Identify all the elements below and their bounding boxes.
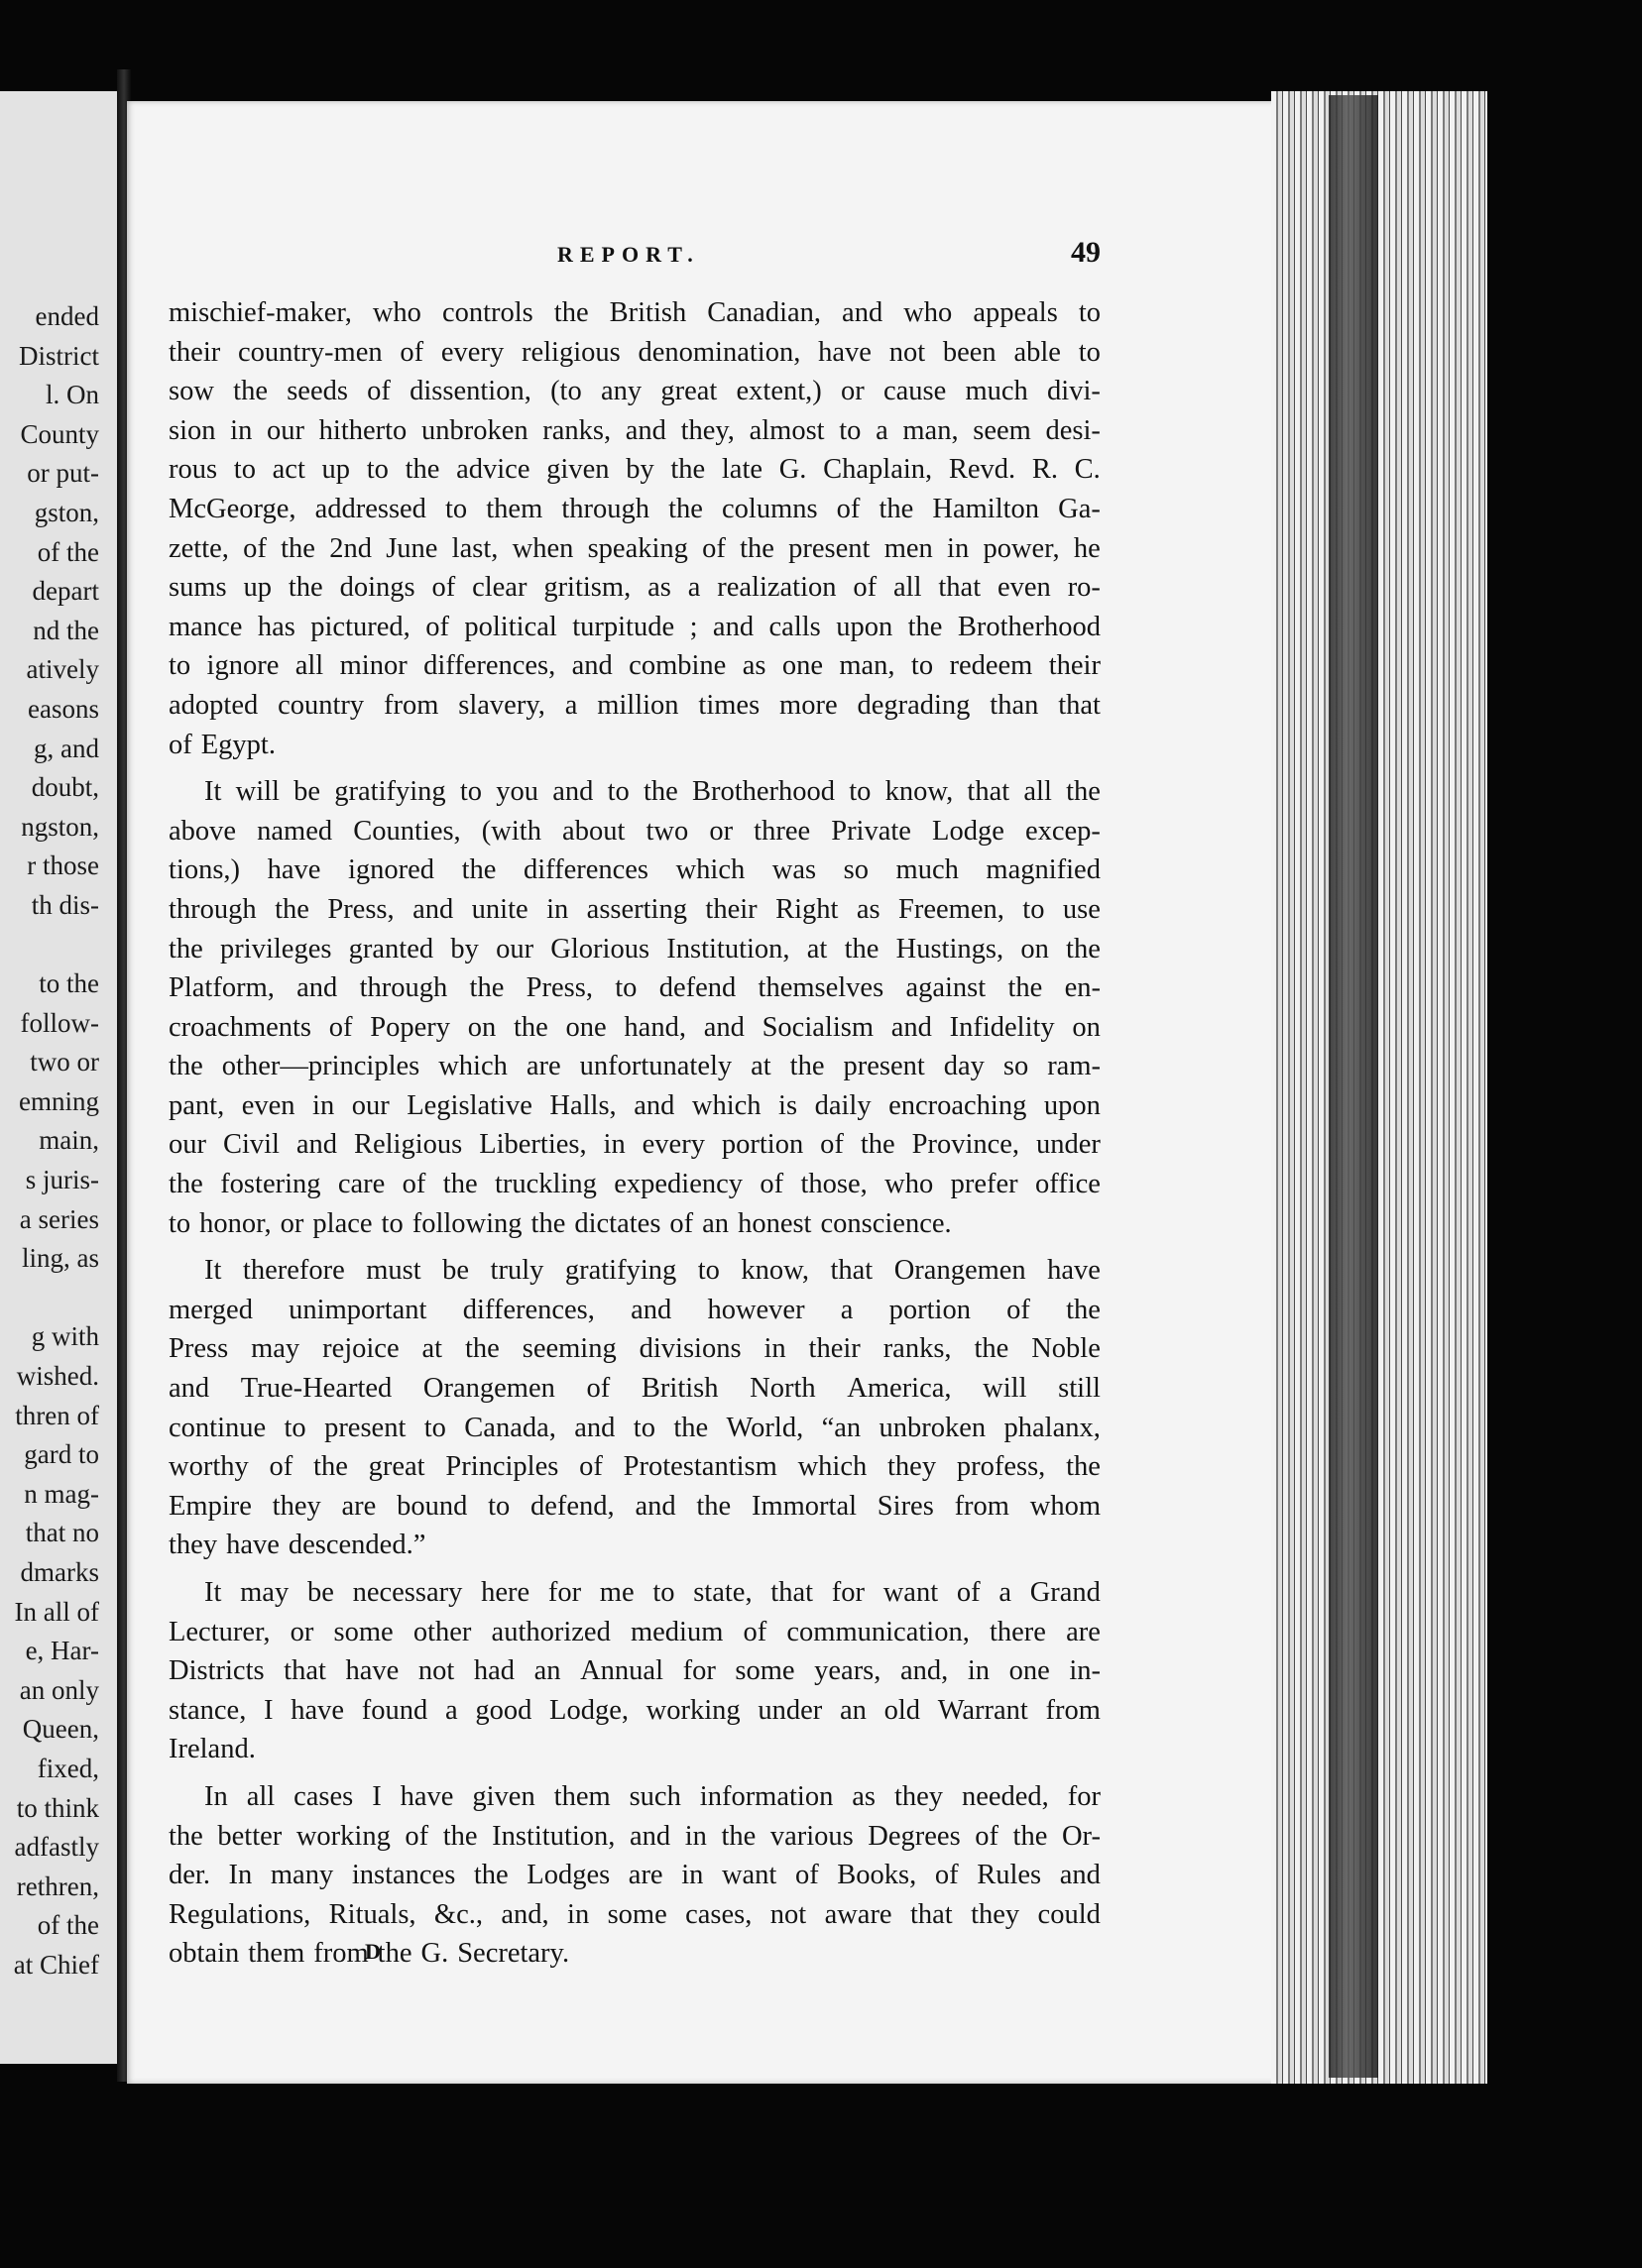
left-page-text-fragments xyxy=(14,297,99,1985)
text-line: der. In many instances the Lodges are in want of Books, of Rules and xyxy=(169,1860,1101,1891)
page-number: 49 xyxy=(1071,236,1101,269)
left-page-fragment: dmarks xyxy=(20,1557,99,1587)
text-line: tions,) have ignored the differences which was so much magnified xyxy=(169,854,1101,886)
left-page-fragment: or put- xyxy=(27,458,99,489)
running-head: REPORT. xyxy=(557,242,700,267)
text-line: Regulations, Rituals, &c., and, in some cases, not aware that they could xyxy=(169,1898,1101,1930)
text-line: their country-men of every religious denomination, have not been able to xyxy=(169,336,1101,368)
left-page-fragment: main, xyxy=(39,1125,99,1156)
left-page-fragment: wished. xyxy=(16,1361,99,1392)
page-edges-shadow xyxy=(1329,95,1378,2078)
left-page-fragment: doubt, xyxy=(31,772,99,803)
text-line: stance, I have found a good Lodge, working under an old Warrant from xyxy=(169,1694,1101,1726)
left-page-fragment: ngston, xyxy=(21,811,99,842)
left-page-fragment: e, Har- xyxy=(25,1636,99,1666)
text-line: they have descended.” xyxy=(169,1530,426,1561)
text-line: obtain them from the G. Secretary. xyxy=(169,1938,570,1970)
paragraph xyxy=(169,1573,1101,1769)
paragraph-gap xyxy=(169,1769,1101,1777)
signature-mark: D xyxy=(365,1939,381,1964)
text-line: of Egypt. xyxy=(169,729,276,760)
left-page-fragment: that no xyxy=(25,1518,99,1548)
page-edges xyxy=(1271,91,1487,2084)
left-page-fragment: fixed, xyxy=(37,1753,99,1783)
text-line: Districts that have not had an Annual for some years, and, in one in- xyxy=(169,1655,1101,1687)
left-page-fragment: District xyxy=(19,340,99,371)
paragraph-gap xyxy=(169,1243,1101,1251)
text-line: sums up the doings of clear gritism, as a realization of all that even ro- xyxy=(169,572,1101,604)
left-page-fragment: l. On xyxy=(46,380,99,410)
paragraph xyxy=(169,1251,1101,1565)
text-line: It may be necessary here for me to state, that for want of a Grand xyxy=(204,1577,1101,1608)
text-line: and True-Hearted Orangemen of British North America, will still xyxy=(169,1373,1101,1405)
left-page-fragment: adfastly xyxy=(14,1832,99,1863)
text-line: the other—principles which are unfortunately at the present day so ram- xyxy=(169,1051,1101,1082)
text-line: the privileges granted by our Glorious Institution, at the Hustings, on the xyxy=(169,933,1101,964)
left-page-fragment: to the xyxy=(39,968,99,999)
left-page-fragment: thren of xyxy=(15,1400,99,1430)
text-line: worthy of the great Principles of Protestantism which they profess, the xyxy=(169,1451,1101,1483)
left-page-fragment: follow- xyxy=(20,1007,99,1038)
paragraph-gap xyxy=(169,764,1101,772)
left-page-fragment: at Chief xyxy=(13,1949,99,1980)
paragraph xyxy=(169,1777,1101,1974)
body-text xyxy=(169,293,1101,1974)
left-page-fragment: atively xyxy=(26,654,99,685)
text-line: It will be gratifying to you and to the Brotherhood to know, that all the xyxy=(204,776,1101,808)
left-page-fragment: emning xyxy=(19,1085,99,1116)
text-line: pant, even in our Legislative Halls, and which is daily encroaching upon xyxy=(169,1089,1101,1121)
left-page-fragment: th dis- xyxy=(31,889,99,920)
left-page-fragment: ended xyxy=(35,301,99,331)
left-page-fragment: to think xyxy=(16,1792,99,1823)
text-line: through the Press, and unite in asserting their Right as Freemen, to use xyxy=(169,893,1101,925)
left-page-fragment: g, and xyxy=(34,733,99,763)
text-line: It therefore must be truly gratifying to know, that Orangemen have xyxy=(204,1255,1101,1287)
left-page-fragment: gard to xyxy=(24,1439,99,1470)
text-line: sow the seeds of dissention, (to any great extent,) or cause much divi- xyxy=(169,376,1101,407)
left-page-fragment xyxy=(14,926,99,965)
text-line: the fostering care of the truckling expediency of those, who prefer office xyxy=(169,1169,1101,1200)
text-line: to honor, or place to following the dictates of an honest conscience. xyxy=(169,1207,952,1239)
paragraph xyxy=(169,772,1101,1243)
text-line: above named Counties, (with about two or three Private Lodge excep- xyxy=(169,815,1101,847)
left-page-fragment: easons xyxy=(28,693,99,724)
left-facing-page xyxy=(0,91,117,2064)
text-line: rous to act up to the advice given by the late G. Chaplain, Revd. R. C. xyxy=(169,454,1101,486)
left-page-fragment: a series xyxy=(19,1203,99,1234)
text-line: mance has pictured, of political turpitude ; and calls upon the Brotherhood xyxy=(169,611,1101,642)
text-line: zette, of the 2nd June last, when speaking of the present men in power, he xyxy=(169,532,1101,564)
text-line: McGeorge, addressed to them through the columns of the Hamilton Ga- xyxy=(169,493,1101,524)
text-line: Press may rejoice at the seeming divisions in their ranks, the Noble xyxy=(169,1333,1101,1365)
left-page-fragment: an only xyxy=(19,1674,99,1705)
text-line: Ireland. xyxy=(169,1734,256,1765)
text-line: the better working of the Institution, and in the various Degrees of the Or- xyxy=(169,1820,1101,1852)
paragraph-gap xyxy=(169,1565,1101,1573)
text-line: sion in our hitherto unbroken ranks, and they, almost to a man, seem desi- xyxy=(169,414,1101,446)
text-line: our Civil and Religious Liberties, in every portion of the Province, under xyxy=(169,1129,1101,1161)
left-page-fragment: gston, xyxy=(34,497,99,527)
left-page-fragment: depart xyxy=(32,576,99,607)
text-line: In all cases I have given them such information as they needed, for xyxy=(204,1780,1101,1812)
text-line: Empire they are bound to defend, and the Immortal Sires from whom xyxy=(169,1490,1101,1522)
page-header xyxy=(169,236,1101,276)
text-line: continue to present to Canada, and to the World, “an unbroken phalanx, xyxy=(169,1412,1101,1443)
text-line: merged unimportant differences, and however a portion of the xyxy=(169,1294,1101,1325)
text-line: Lecturer, or some other authorized medium of communication, there are xyxy=(169,1616,1101,1647)
left-page-fragment: rethren, xyxy=(16,1871,99,1901)
text-line: adopted country from slavery, a million times more degrading than that xyxy=(169,689,1101,721)
left-page-fragment: nd the xyxy=(33,615,99,645)
text-line: to ignore all minor differences, and combine as one man, to redeem their xyxy=(169,650,1101,682)
text-line: mischief-maker, who controls the British Canadian, and who appeals to xyxy=(169,297,1101,328)
left-page-fragment xyxy=(14,1279,99,1318)
left-page-fragment: ling, as xyxy=(22,1243,99,1274)
left-page-fragment: s juris- xyxy=(25,1165,99,1195)
left-page-fragment: r those xyxy=(27,850,99,881)
paragraph xyxy=(169,293,1101,764)
text-line: croachments of Popery on the one hand, and Socialism and Infidelity on xyxy=(169,1011,1101,1043)
text-line: Platform, and through the Press, to defend themselves against the en- xyxy=(169,972,1101,1004)
left-page-fragment: two or xyxy=(30,1047,99,1077)
left-page-fragment: g with xyxy=(31,1321,99,1352)
left-page-fragment: Queen, xyxy=(22,1714,99,1745)
left-page-fragment: County xyxy=(20,418,99,449)
left-page-fragment: n mag- xyxy=(24,1478,99,1509)
left-page-fragment: In all of xyxy=(14,1596,99,1627)
left-page-fragment: of the xyxy=(37,536,99,567)
left-page-fragment: of the xyxy=(37,1910,99,1941)
